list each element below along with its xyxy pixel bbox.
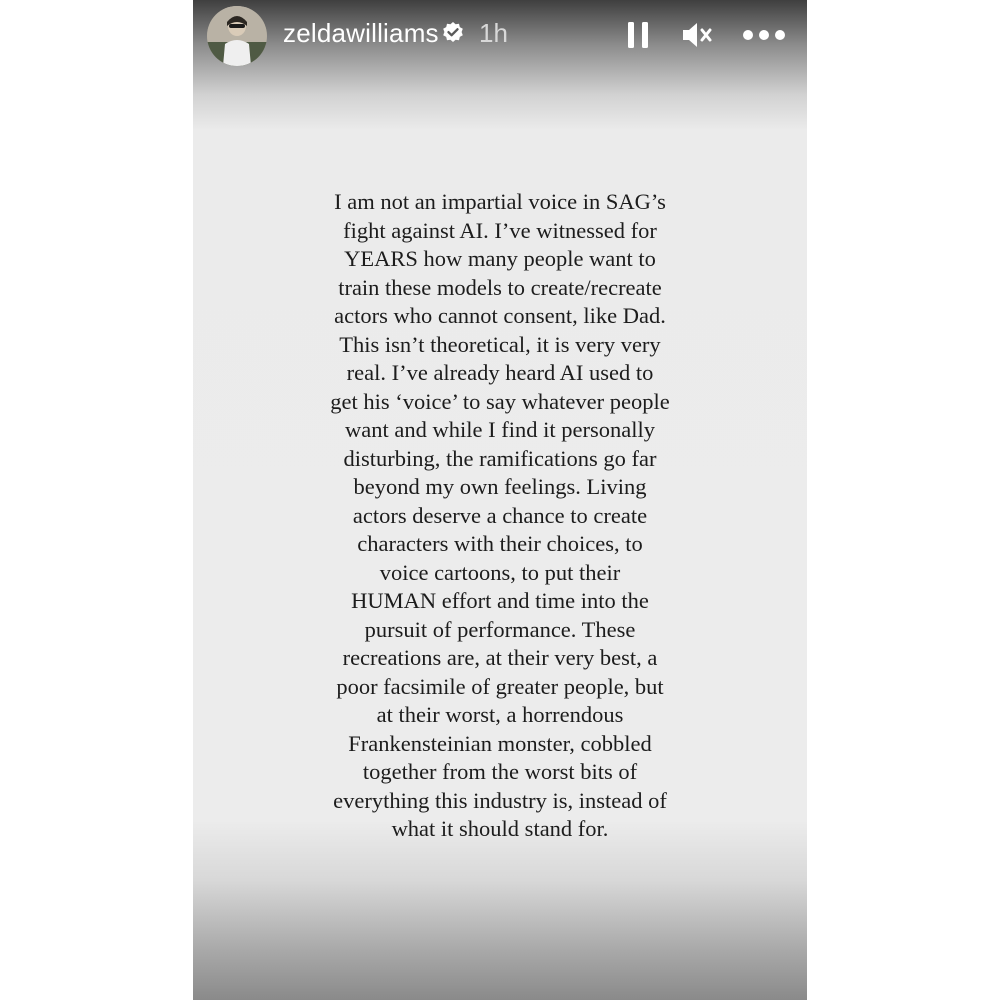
- story-text-line: I am not an impartial voice in SAG’s: [334, 189, 666, 214]
- story-text-line: HUMAN effort and time into the: [351, 588, 649, 613]
- story-text-line: fight against AI. I’ve witnessed for: [343, 217, 657, 243]
- story-text-line: real. I’ve already heard AI used to: [346, 360, 654, 385]
- verified-badge-icon: [441, 21, 465, 45]
- story-text-line: voice cartoons, to put their: [379, 559, 621, 585]
- story-username[interactable]: zeldawilliams: [283, 18, 439, 48]
- story-viewer[interactable]: [193, 0, 807, 1000]
- story-text-line: train these models to create/recreate: [338, 274, 662, 300]
- story-text-line: characters with their choices, to: [357, 531, 643, 556]
- story-text-line: disturbing, the ramifications go far: [343, 445, 657, 471]
- pause-icon: [625, 20, 651, 50]
- story-header: [193, 0, 807, 70]
- story-text-line: poor facsimile of greater people, but: [336, 673, 664, 699]
- muted-speaker-icon: [680, 20, 714, 50]
- story-text-line: pursuit of performance. These: [364, 616, 636, 642]
- pause-button[interactable]: [625, 18, 651, 52]
- story-text-line: beyond my own feelings. Living: [353, 474, 647, 499]
- profile-avatar[interactable]: [207, 6, 267, 66]
- more-options-icon: [742, 27, 786, 43]
- story-text-line: at their worst, a horrendous: [376, 702, 624, 727]
- story-text-line: recreations are, at their very best, a: [342, 645, 658, 670]
- story-text: [233, 188, 767, 844]
- story-text-line: get his ‘voice’ to say whatever people: [330, 388, 670, 414]
- story-timestamp: 1h: [479, 18, 508, 48]
- story-text-line: Frankensteinian monster, cobbled: [348, 730, 652, 756]
- story-text-line: This isn’t theoretical, it is very very: [339, 331, 661, 357]
- story-text-line: want and while I find it personally: [345, 417, 655, 442]
- story-text-line: everything this industry is, instead of: [333, 787, 667, 813]
- story-text-line: what it should stand for.: [391, 816, 609, 841]
- more-options-button[interactable]: [741, 18, 787, 52]
- mute-button[interactable]: [680, 18, 714, 52]
- story-text-line: actors who cannot consent, like Dad.: [334, 303, 666, 328]
- story-text-line: together from the worst bits of: [362, 759, 638, 784]
- avatar-photo-icon: [207, 6, 267, 66]
- story-text-line: YEARS how many people want to: [344, 246, 656, 271]
- story-text-line: actors deserve a chance to create: [352, 502, 648, 528]
